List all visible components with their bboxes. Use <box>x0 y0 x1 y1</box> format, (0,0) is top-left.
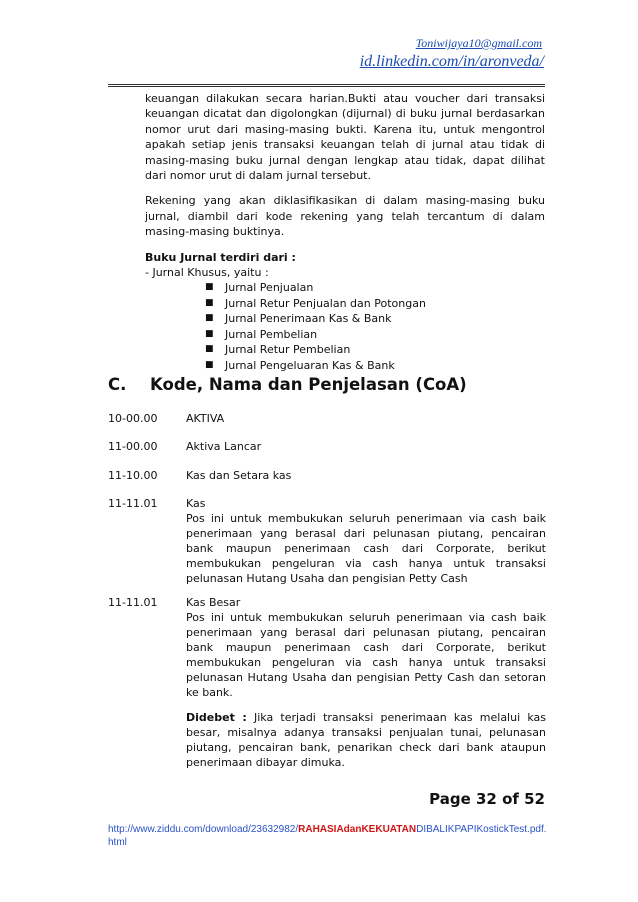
footer-url-part-3: DIBALIKPAPIKostickTest.pdf.html <box>108 824 547 848</box>
coa-name: Kas dan Setara kas <box>186 469 292 482</box>
list-item: ■ Jurnal Pengeluaran Kas & Bank <box>205 358 395 372</box>
coa-entry <box>108 411 546 426</box>
coa-code: 11-00.00 <box>108 440 158 453</box>
jurnal-subheading: - Jurnal Khusus, yaitu : <box>145 266 269 280</box>
section-title-text: Kode, Nama dan Penjelasan (CoA) <box>150 375 467 394</box>
coa-entry <box>108 439 546 454</box>
coa-code: 11-10.00 <box>108 469 158 482</box>
square-bullet-icon: ■ <box>205 297 214 308</box>
coa-entry <box>108 595 546 770</box>
footer-url[interactable] <box>108 823 548 849</box>
section-number: C. <box>108 375 127 394</box>
square-bullet-icon: ■ <box>205 344 214 355</box>
coa-code: 11-11.01 <box>108 497 158 510</box>
footer-url-part-2: RAHASIAdanKEKUATAN <box>298 824 417 835</box>
list-item: ■ Jurnal Pembelian <box>205 327 318 341</box>
coa-name: Kas Besar <box>186 596 241 609</box>
page-number: Page 32 of 52 <box>429 790 545 808</box>
coa-name: Kas <box>186 497 206 510</box>
didebet-label: Didebet : <box>186 711 247 724</box>
jurnal-list <box>145 280 545 373</box>
list-item: ■ Jurnal Retur Penjualan dan Potongan <box>205 296 426 310</box>
square-bullet-icon: ■ <box>205 328 214 339</box>
list-item: ■ Jurnal Retur Pembelian <box>205 343 351 357</box>
jurnal-heading: Buku Jurnal terdiri dari : <box>145 250 296 264</box>
coa-name: Aktiva Lancar <box>186 440 262 453</box>
intro-paragraph-1: keuangan dilakukan secara harian.Bukti atau voucher dari transaksi keuangan dicatat dan digolongkan (dijurnal) di buku jurnal berdasarkan nomor urut dari masing-masing bukti. Karena itu, untuk mengontrol apakah setiap jenis transaksi keuangan telah di jurnal atau tidak di masing-masing buku jurnal dengan lengkap atau tidak, dapat dilihat dari nomor urut di dalam jurnal tersebut. <box>145 92 545 183</box>
coa-didebet <box>186 710 546 770</box>
list-item: ■ Jurnal Penjualan <box>205 281 314 295</box>
header-email[interactable]: Toniwijaya10@gmail.com <box>415 36 542 50</box>
square-bullet-icon: ■ <box>205 359 214 370</box>
coa-name: AKTIVA <box>186 412 225 425</box>
square-bullet-icon: ■ <box>205 282 214 293</box>
coa-description: Pos ini untuk membukukan seluruh penerimaan via cash baik penerimaan yang berasal dari pelunasan piutang, pencairan bank maupun penerimaan cash dari Corporate, berikut membukukan pengeluran via cash hanya untuk transaksi pelunasan Hutang Usaha dan pengisian Petty Cash <box>186 512 546 585</box>
section-title <box>108 375 467 394</box>
didebet-text: Jika terjadi transaksi penerimaan kas melalui kas besar, misalnya adanya transaksi penjualan tunai, pelunasan piutang, pencairan bank, penarikan check dari bank ataupun penerimaan dibayar dimuka. <box>186 711 546 769</box>
coa-code: 10-00.00 <box>108 412 158 425</box>
coa-entry <box>108 496 546 586</box>
header-linkedin[interactable]: id.linkedin.com/in/aronveda/ <box>359 53 544 70</box>
footer-url-part-1: http://www.ziddu.com/download/23632982/ <box>108 824 299 835</box>
coa-code: 11-11.01 <box>108 596 158 609</box>
header-rule <box>108 84 545 89</box>
square-bullet-icon: ■ <box>205 313 214 324</box>
intro-body <box>145 91 545 373</box>
intro-paragraph-2: Rekening yang akan diklasifikasikan di dalam masing-masing buku jurnal, diambil dari kode rekening yang telah tercantum di dalam masing-masing buktinya. <box>145 194 545 239</box>
coa-description: Pos ini untuk membukukan seluruh penerimaan via cash baik penerimaan yang berasal dari pelunasan piutang, pencairan bank maupun penerimaan cash dari Corporate, berikut membukukan pengeluran via cash hanya untuk transaksi pelunasan Hutang Usaha dan pengisian Petty Cash dan setoran ke bank. <box>186 611 546 699</box>
list-item: ■ Jurnal Penerimaan Kas & Bank <box>205 312 392 326</box>
coa-entry <box>108 468 546 483</box>
